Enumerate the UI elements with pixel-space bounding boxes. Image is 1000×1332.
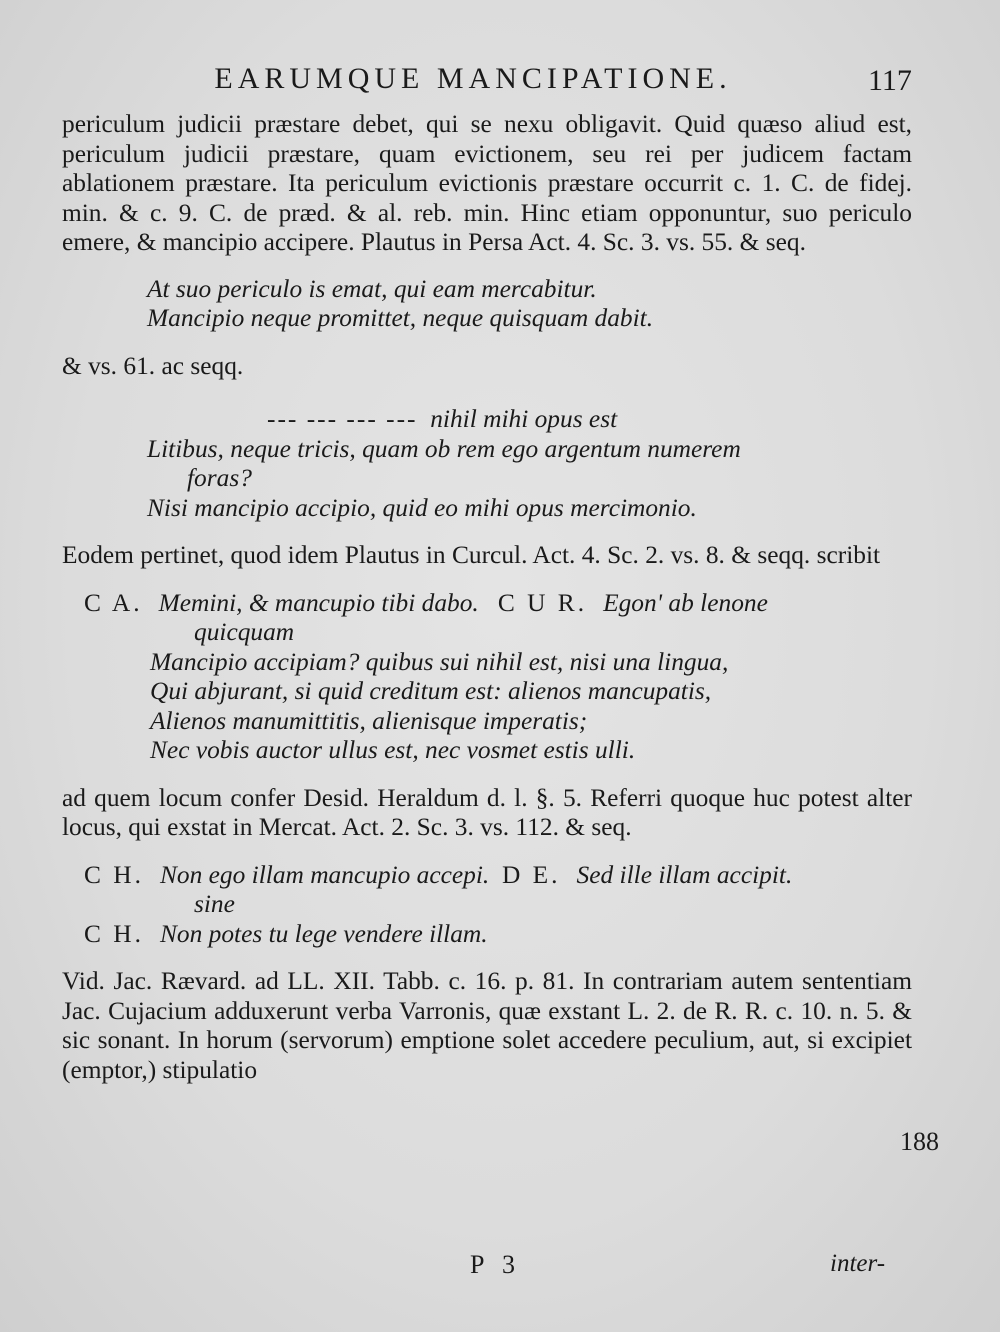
page-number: 117 bbox=[868, 64, 912, 97]
verse-line: Nisi mancipio accipio, quid eo mihi opus mercimonio. bbox=[147, 493, 697, 522]
dialogue-line bbox=[84, 589, 912, 619]
dialogue-text: Egon' ab lenone bbox=[603, 588, 768, 617]
dialogue-text: Memini, & mancupio tibi dabo. bbox=[158, 588, 479, 617]
verse-line bbox=[147, 405, 912, 435]
verse-line: At suo periculo is emat, qui eam mercabitur. bbox=[147, 274, 597, 303]
dialogue-quote-2 bbox=[84, 861, 912, 950]
verse-line: Mancipio neque promittet, neque quisquam dabit. bbox=[147, 304, 654, 332]
body-text bbox=[62, 110, 912, 1085]
speaker-label: C H. bbox=[84, 860, 144, 889]
dialogue-line: Mancipio accipiam? quibus sui nihil est, nisi una lingua, bbox=[150, 647, 729, 676]
margin-number: 188 bbox=[900, 1127, 939, 1156]
speaker-label: C H. bbox=[84, 919, 144, 948]
signature-mark: P 3 bbox=[470, 1250, 521, 1279]
paragraph-1: periculum judicii præstare debet, qui se nexu obligavit. Quid quæso aliud est, periculum judicii præstare, quam evictionem, seu rei per judicem factam ablationem præstare. Ita periculum evictionis præstare occurrit c. 1. C. de fidej. min. & c. 9. C. de præd. & al. reb. min. Hinc etiam opponuntur, suo periculo emere, & mancipio accipere. Plautus in Persa Act. 4. Sc. 3. vs. 55. & seq. bbox=[62, 110, 912, 256]
page-header bbox=[0, 62, 1000, 102]
dialogue-text: Sed ille illam accipit. bbox=[576, 860, 793, 889]
verse-line-cont: foras? bbox=[187, 464, 252, 492]
paragraph-2: & vs. 61. ac seqq. bbox=[62, 351, 244, 380]
verse-line: Litibus, neque tricis, quam ob rem ego argentum numerem bbox=[147, 434, 741, 463]
ellipsis-dashes: --- --- --- --- bbox=[267, 405, 418, 433]
dialogue-line: Qui abjurant, si quid creditum est: alienos mancupatis, bbox=[150, 677, 712, 705]
catchword: inter- bbox=[830, 1250, 886, 1277]
dialogue-line bbox=[84, 861, 912, 891]
running-head: EARUMQUE MANCIPATIONE. bbox=[214, 62, 732, 95]
verse-quote-1 bbox=[147, 275, 912, 334]
speaker-label: D E. bbox=[501, 860, 561, 889]
dialogue-line bbox=[84, 920, 912, 950]
verse-fragment: nihil mihi opus est bbox=[430, 405, 618, 433]
paragraph-4: ad quem locum confer Desid. Heraldum d. l. §. 5. Referri quoque huc potest alter locus, qui exstat in Mercat. Act. 2. Sc. 3. vs. 112. & seq. bbox=[62, 783, 912, 841]
dialogue-line: Alienos manumittitis, alienisque imperatis; bbox=[150, 706, 588, 735]
dialogue-cont: quicquam bbox=[194, 618, 295, 646]
speaker-label: C U R. bbox=[497, 588, 588, 617]
dialogue-line: Nec vobis auctor ullus est, nec vosmet estis ulli. bbox=[150, 736, 636, 764]
speaker-label: C A. bbox=[84, 588, 143, 617]
paragraph-3: Eodem pertinet, quod idem Plautus in Curcul. Act. 4. Sc. 2. vs. 8. & seqq. scribit bbox=[62, 541, 881, 569]
dialogue-quote-1 bbox=[84, 589, 912, 766]
dialogue-cont: sine bbox=[194, 890, 235, 918]
dialogue-text: Non potes tu lege vendere illam. bbox=[159, 919, 488, 948]
paragraph-5: Vid. Jac. Rævard. ad LL. XII. Tabb. c. 16. p. 81. In contrariam autem sententiam Jac. Cujacium adduxerunt verba Varronis, quæ exstant L. 2. de R. R. c. 10. n. 5. & sic sonant. In horum (servorum) emptione solet accedere peculium, aut, si excipiet (emptor,) stipulatio bbox=[62, 967, 912, 1084]
dialogue-text: Non ego illam mancupio accepi. bbox=[159, 860, 490, 889]
verse-quote-2 bbox=[147, 405, 912, 523]
